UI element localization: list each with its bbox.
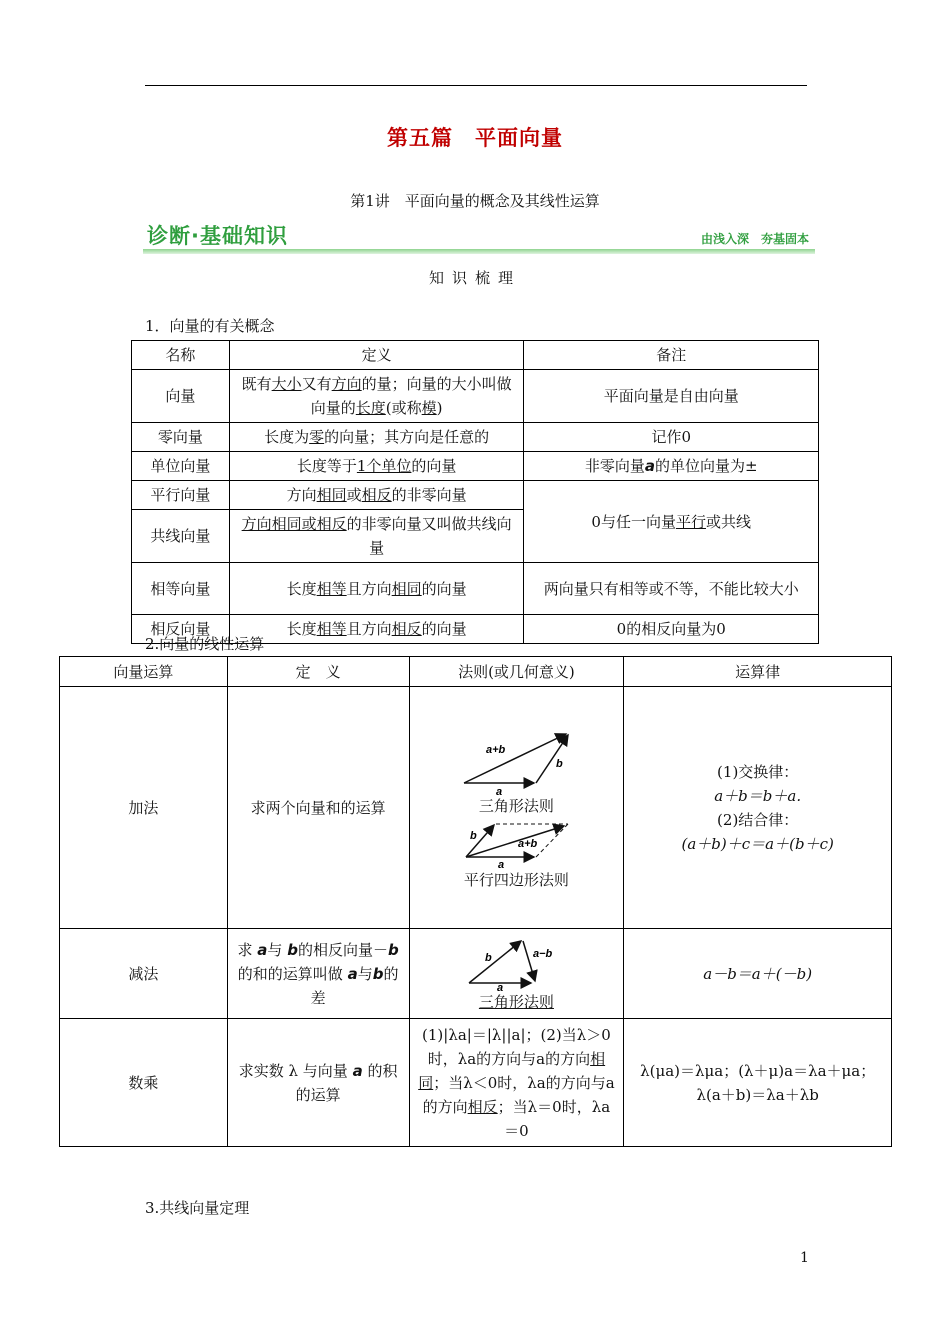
- op-definition: 求两个向量和的运算: [227, 687, 409, 929]
- op-rule: (1)|λa|＝|λ||a|；(2)当λ＞0时，λa的方向与a的方向相同；当λ＜0时，λa的方向与a的方向相反；当λ＝0时，λa＝0: [409, 1019, 624, 1147]
- header-cell: 运算律: [624, 657, 892, 687]
- table-row: [132, 423, 819, 452]
- section2-title: 2.向量的线性运算: [145, 635, 265, 653]
- op-name: 减法: [60, 929, 228, 1019]
- header-cell: 名称: [132, 341, 230, 370]
- row-name: 平行向量: [132, 481, 230, 510]
- header-cell: 法则(或几何意义): [409, 657, 624, 687]
- section1-title: 1．向量的有关概念: [145, 317, 275, 335]
- row-note: 平面向量是自由向量: [524, 370, 819, 423]
- row-name: 向量: [132, 370, 230, 423]
- op-rule: [409, 687, 624, 929]
- table-row-addition: [60, 687, 892, 929]
- table-row-subtraction: [60, 929, 892, 1019]
- parallelogram-rule-label: 平行四边形法则: [463, 870, 569, 889]
- op-name: 加法: [60, 687, 228, 929]
- row-name: 相等向量: [132, 563, 230, 615]
- header-cell: 定义: [229, 341, 524, 370]
- header-cell: 定 义: [227, 657, 409, 687]
- op-definition: 求 a与 b的相反向量－b的和的运算叫做 a与b的差: [227, 929, 409, 1019]
- table-header-row: [132, 341, 819, 370]
- page-title: 第五篇 平面向量: [387, 125, 563, 150]
- table-header-row: [60, 657, 892, 687]
- row-definition: 长度等于1个单位的向量: [229, 452, 524, 481]
- triangle-rule-label: 三角形法则: [478, 796, 554, 815]
- row-name: 单位向量: [132, 452, 230, 481]
- row-note: 非零向量a的单位向量为±: [524, 452, 819, 481]
- label-b: b: [485, 951, 493, 964]
- lecture-title: 第1讲 平面向量的概念及其线性运算: [350, 192, 600, 210]
- row-definition: 长度相等且方向相同的向量: [229, 563, 524, 615]
- row-note: 0的相反向量为0: [524, 615, 819, 644]
- law-associative: (2)结合律：: [717, 810, 799, 829]
- law-commutative-expr: a＋b＝b＋a.: [714, 786, 802, 805]
- label-a-plus-b: a+b: [518, 837, 538, 850]
- triangle-rule-figure: [456, 725, 576, 795]
- label-a-plus-b: a+b: [486, 743, 506, 756]
- operation-table: [59, 656, 892, 1147]
- row-name: 共线向量: [132, 510, 230, 563]
- label-a: a: [497, 981, 504, 991]
- row-name: 零向量: [132, 423, 230, 452]
- label-b: b: [470, 829, 478, 842]
- row-note: 0与任一向量平行或共线: [524, 481, 819, 563]
- row-definition: 方向相同或相反的非零向量又叫做共线向量: [229, 510, 524, 563]
- row-definition: 既有大小又有方向的量；向量的大小叫做向量的长度(或称模): [229, 370, 524, 423]
- row-note: 记作0: [524, 423, 819, 452]
- label-b: b: [556, 757, 564, 770]
- label-a: a: [496, 785, 503, 795]
- row-definition: 长度相等且方向相反的向量: [229, 615, 524, 644]
- row-definition: 方向相同或相反的非零向量: [229, 481, 524, 510]
- table-row: [132, 481, 819, 510]
- op-law: λ(μa)＝λμa；(λ＋μ)a＝λa＋μa；λ(a＋b)＝λa＋λb: [624, 1019, 892, 1147]
- op-rule: [409, 929, 624, 1019]
- row-definition: 长度为零的向量；其方向是任意的: [229, 423, 524, 452]
- table-row: [132, 370, 819, 423]
- page-number: 1: [800, 1250, 809, 1266]
- section3-title: 3.共线向量定理: [145, 1199, 250, 1217]
- header-rule: [145, 85, 807, 86]
- section-banner: [143, 220, 815, 254]
- law-commutative: (1)交换律：: [717, 762, 799, 781]
- banner-left-text: 诊断·基础知识: [147, 224, 288, 248]
- law-associative-expr: (a＋b)＋c＝a＋(b＋c): [681, 834, 834, 853]
- label-a: a: [498, 858, 505, 869]
- subheading: 知识梳理: [428, 269, 521, 287]
- banner-right-text: 由浅入深 夯基固本: [700, 232, 809, 246]
- row-note: 两向量只有相等或不等，不能比较大小: [524, 563, 819, 615]
- table-row: [132, 563, 819, 615]
- table-row: [132, 452, 819, 481]
- op-law: [624, 687, 892, 929]
- header-cell: 向量运算: [60, 657, 228, 687]
- header-cell: 备注: [524, 341, 819, 370]
- label-a-minus-b: a−b: [533, 947, 553, 960]
- op-definition: 求实数 λ 与向量 a 的积的运算: [227, 1019, 409, 1147]
- concept-table: [131, 340, 819, 644]
- op-law: a－b＝a＋(－b): [624, 929, 892, 1019]
- op-name: 数乘: [60, 1019, 228, 1147]
- subtraction-rule-label: 三角形法则: [478, 992, 554, 1011]
- row-name: 相反向量: [132, 615, 230, 644]
- banner-bar: [143, 249, 815, 254]
- table-row-scalar: [60, 1019, 892, 1147]
- subtraction-figure: [461, 935, 571, 991]
- parallelogram-rule-figure: [456, 817, 576, 869]
